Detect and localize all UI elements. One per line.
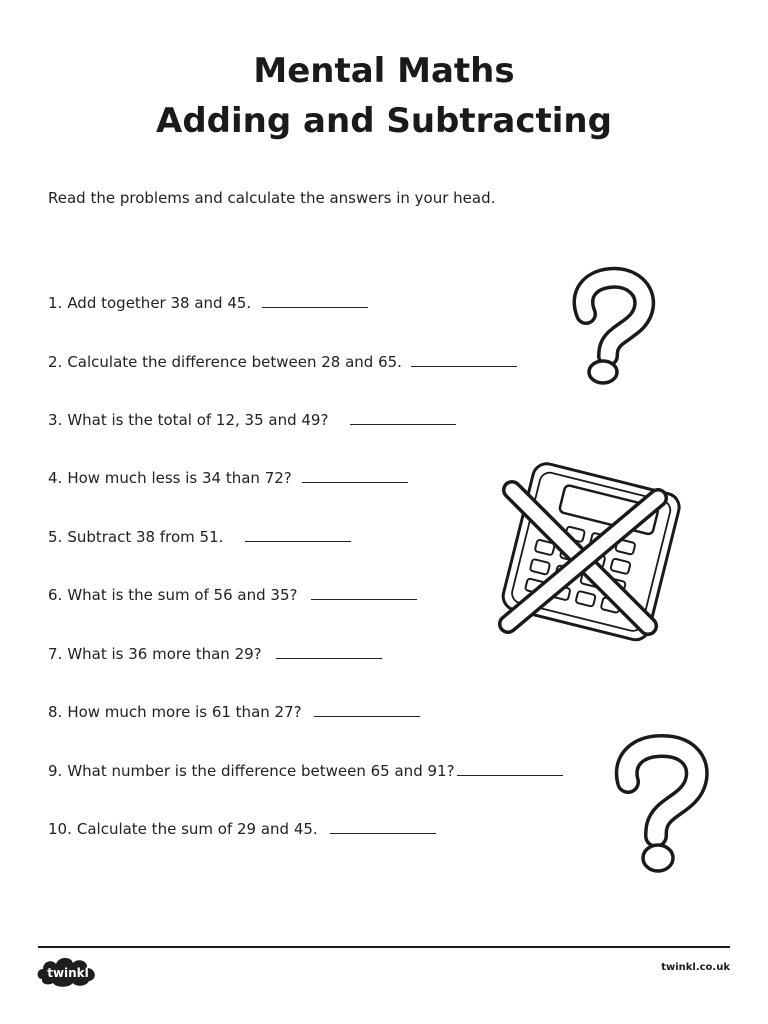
question-text: Add together 38 and 45. <box>67 294 252 312</box>
footer-divider <box>38 946 730 948</box>
question-text: What number is the difference between 65 and 91? <box>67 762 455 780</box>
question-mark-icon <box>566 272 658 390</box>
question-text: How much less is 34 than 72? <box>67 469 292 487</box>
page-title-line-2: Adding and Subtracting <box>156 101 612 141</box>
question-2 <box>48 353 517 371</box>
question-number: 6. <box>48 586 63 604</box>
question-number: 7. <box>48 645 63 663</box>
page-title-line-1: Mental Maths <box>253 51 515 91</box>
question-9 <box>48 762 563 780</box>
question-text: What is the sum of 56 and 35? <box>67 586 298 604</box>
question-4 <box>48 469 408 487</box>
website-link[interactable]: twinkl.co.uk <box>661 962 730 973</box>
question-number: 4. <box>48 469 63 487</box>
question-number: 5. <box>48 528 63 546</box>
answer-blank[interactable] <box>302 481 408 483</box>
question-text: Subtract 38 from 51. <box>67 528 224 546</box>
question-number: 3. <box>48 411 63 429</box>
twinkl-logo <box>36 953 100 989</box>
crossed-out-calculator-icon <box>488 462 688 642</box>
answer-blank[interactable] <box>262 306 368 308</box>
question-text: What is 36 more than 29? <box>67 645 262 663</box>
question-text: How much more is 61 than 27? <box>67 703 302 721</box>
logo-text: twinkl <box>47 966 89 980</box>
answer-blank[interactable] <box>350 423 456 425</box>
answer-blank[interactable] <box>245 540 351 542</box>
answer-blank[interactable] <box>311 598 417 600</box>
question-mark-icon <box>608 738 712 878</box>
question-5 <box>48 528 351 546</box>
question-text: Calculate the difference between 28 and 65. <box>67 353 402 371</box>
answer-blank[interactable] <box>457 774 563 776</box>
question-10 <box>48 820 436 838</box>
question-8 <box>48 703 420 721</box>
answer-blank[interactable] <box>411 365 517 367</box>
question-3 <box>48 411 456 429</box>
question-number: 1. <box>48 294 63 312</box>
question-text: Calculate the sum of 29 and 45. <box>76 820 318 838</box>
question-text: What is the total of 12, 35 and 49? <box>67 411 329 429</box>
question-number: 9. <box>48 762 63 780</box>
question-number: 8. <box>48 703 63 721</box>
answer-blank[interactable] <box>314 715 420 717</box>
question-number: 10. <box>48 820 72 838</box>
instructions: Read the problems and calculate the answers in your head. <box>48 189 496 207</box>
answer-blank[interactable] <box>330 832 436 834</box>
question-1 <box>48 294 368 312</box>
question-number: 2. <box>48 353 63 371</box>
question-6 <box>48 586 417 604</box>
question-7 <box>48 645 382 663</box>
answer-blank[interactable] <box>276 657 382 659</box>
